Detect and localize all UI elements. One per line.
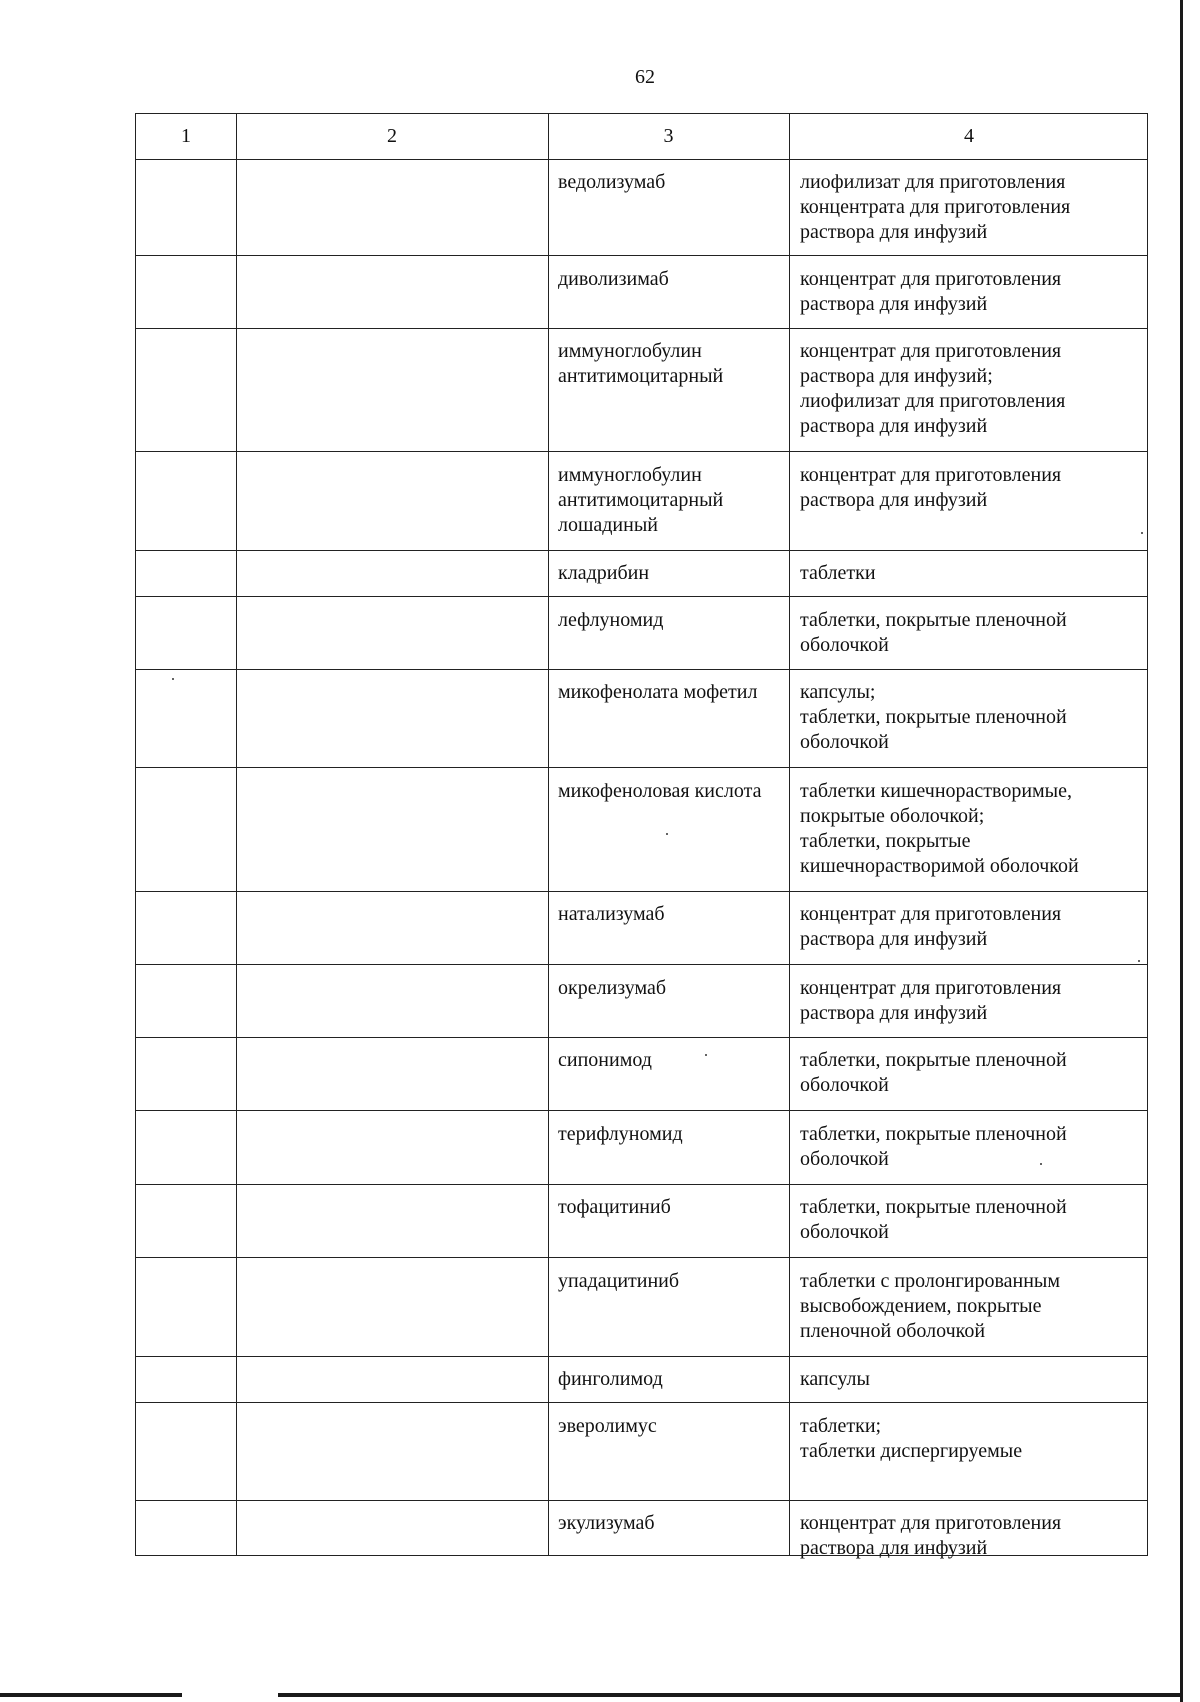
table-row (136, 1404, 1147, 1501)
dosage-form-cell: лиофилизат для приготовления концентрата для приготовления раствора для инфузий (800, 171, 1071, 243)
dosage-form-cell: концентрат для приготовления раствора для инфузий; лиофилизат для приготовления раствора для инфузий (800, 340, 1066, 437)
dosage-form-cell: концентрат для приготовления раствора для инфузий (800, 976, 1062, 1024)
table-row (136, 670, 1147, 768)
dosage-form-cell: таблетки с пролонгированным высвобождением, покрытые пленочной оболочкой (800, 1269, 1061, 1342)
drug-name-cell: лефлуномид (558, 608, 664, 631)
dosage-form-cell: концентрат для приготовления раствора для инфузий (800, 267, 1062, 315)
table-row (136, 1259, 1147, 1357)
drug-name-cell: микофенолата мофетил (558, 681, 758, 703)
drug-name-cell: иммуноглобулин антитимоцитарный лошадиный (558, 463, 724, 536)
table-row (136, 892, 1147, 965)
scan-speck (705, 1054, 707, 1056)
table-row (136, 1501, 1147, 1572)
dosage-form-cell: капсулы; таблетки, покрытые пленочной оболочкой (800, 681, 1067, 753)
dosage-form-cell: таблетки, покрытые пленочной оболочкой (800, 1049, 1067, 1096)
column-header-2: 2 (387, 125, 397, 147)
table-header-row (136, 114, 1147, 160)
page-number: 62 (635, 66, 655, 88)
drug-name-cell: упадацитиниб (558, 1269, 680, 1292)
drug-name-cell: кладрибин (558, 562, 650, 584)
drug-name-cell: сипонимод (558, 1049, 652, 1071)
drug-name-cell: терифлуномид (558, 1122, 683, 1145)
drug-name-cell: тофацитиниб (558, 1196, 671, 1218)
scan-speck (1138, 960, 1140, 962)
scan-edge-bottom-left (0, 1693, 182, 1697)
table-row (136, 769, 1147, 892)
column-header-4: 4 (964, 125, 974, 147)
dosage-form-cell: таблетки; таблетки диспергируемые (800, 1414, 1023, 1462)
table-row (136, 551, 1147, 597)
dosage-form-cell: концентрат для приготовления раствора для инфузий (800, 903, 1062, 950)
table-row (136, 1185, 1147, 1258)
table-row (136, 598, 1147, 670)
column-header-1: 1 (181, 125, 191, 147)
drug-table (135, 113, 1148, 1559)
dosage-form-cell: таблетки, покрытые пленочной оболочкой (800, 1122, 1067, 1170)
scan-speck (1141, 532, 1143, 534)
drug-name-cell: эверолимус (558, 1414, 657, 1437)
table-row (136, 453, 1147, 551)
dosage-form-cell: таблетки кишечнорастворимые, покрытые оболочкой; таблетки, покрытые кишечнорастворимой оболочкой (800, 779, 1079, 877)
dosage-form-cell: концентрат для приготовления раствора для инфузий (800, 463, 1062, 511)
column-header-3: 3 (663, 125, 674, 147)
table-row (136, 1357, 1147, 1403)
drug-name-cell: диволизимаб (558, 267, 669, 290)
scan-edge-right (1180, 0, 1183, 1702)
drug-name-cell: ведолизумаб (558, 171, 666, 193)
table-row (136, 966, 1147, 1038)
table-row (136, 1112, 1147, 1185)
dosage-form-cell: таблетки, покрытые пленочной оболочкой (800, 608, 1067, 656)
drug-name-cell: микофеноловая кислота (558, 779, 762, 802)
table-row (136, 329, 1147, 452)
table-row (136, 160, 1147, 256)
scan-edge-bottom-right (278, 1693, 1180, 1697)
drug-name-cell: финголимод (558, 1368, 663, 1390)
scan-speck (172, 678, 174, 680)
dosage-form-cell: капсулы (800, 1368, 870, 1390)
drug-name-cell: экулизумаб (558, 1512, 655, 1534)
drug-name-cell: иммуноглобулин антитимоцитарный (558, 340, 724, 387)
table-row (136, 1038, 1147, 1111)
scan-speck (666, 833, 668, 835)
dosage-form-cell: таблетки, покрытые пленочной оболочкой (800, 1196, 1067, 1243)
dosage-form-cell: таблетки (800, 562, 876, 584)
drug-name-cell: окрелизумаб (558, 976, 667, 999)
drug-name-cell: натализумаб (558, 903, 665, 925)
scan-speck (1040, 1163, 1042, 1165)
dosage-form-cell: концентрат для приготовления раствора для инфузий (800, 1512, 1062, 1559)
table-row (136, 257, 1147, 329)
